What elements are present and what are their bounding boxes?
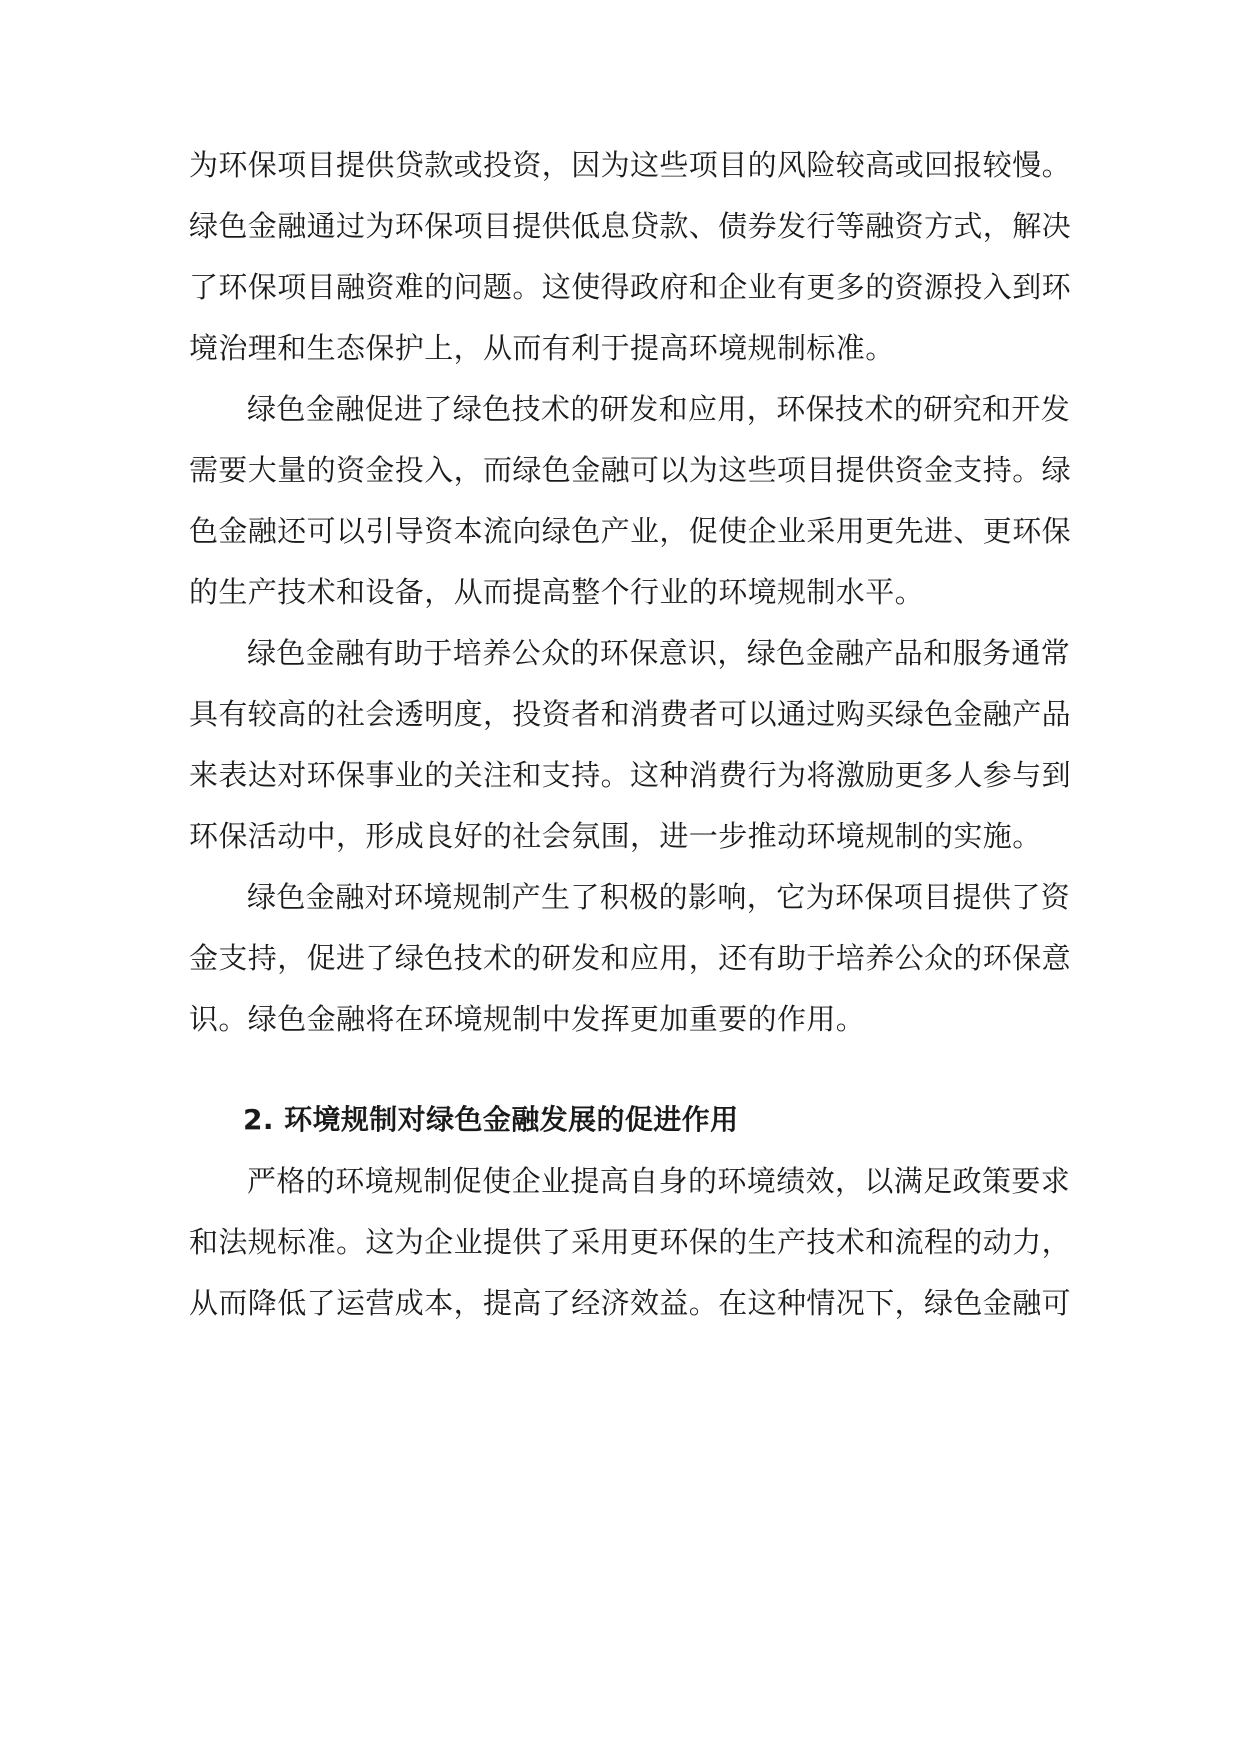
text-line: 的生产技术和设备，从而提高整个行业的环境规制水平。: [189, 575, 925, 609]
section-heading: 2. 环境规制对绿色金融发展的促进作用: [243, 1103, 739, 1136]
text-line: 从而降低了运营成本，提高了经济效益。在这种情况下，绿色金融可: [189, 1286, 1072, 1320]
paragraph-start: 严格的环境规制促使企业提高自身的环境绩效，以满足政策要求: [247, 1164, 1071, 1198]
body-text: [189, 147, 1072, 1346]
text-line: 环保活动中，形成良好的社会氛围，进一步推动环境规制的实施。: [189, 819, 1042, 853]
text-line: 和法规标准。这为企业提供了采用更环保的生产技术和流程的动力，: [189, 1225, 1072, 1259]
text-line: 色金融还可以引导资本流向绿色产业，促使企业采用更先进、更环保: [189, 514, 1072, 548]
text-line: 了环保项目融资难的问题。这使得政府和企业有更多的资源投入到环: [189, 270, 1072, 304]
text-line: 具有较高的社会透明度，投资者和消费者可以通过购买绿色金融产品: [189, 697, 1072, 731]
text-line: 境治理和生态保护上，从而有利于提高环境规制标准。: [189, 331, 895, 365]
text-line: 绿色金融通过为环保项目提供低息贷款、债券发行等融资方式，解决: [189, 209, 1072, 243]
paragraph-start: 绿色金融促进了绿色技术的研发和应用，环保技术的研究和开发: [247, 392, 1071, 426]
section-spacer: [189, 1062, 1059, 1102]
text-line: 需要大量的资金投入，而绿色金融可以为这些项目提供资金支持。绿: [189, 453, 1072, 487]
text-line: 来表达对环保事业的关注和支持。这种消费行为将激励更多人参与到: [189, 758, 1072, 792]
paragraph-start: 绿色金融有助于培养公众的环保意识，绿色金融产品和服务通常: [247, 636, 1071, 670]
paragraph-start: 绿色金融对环境规制产生了积极的影响，它为环保项目提供了资: [247, 880, 1071, 914]
text-line: 为环保项目提供贷款或投资，因为这些项目的风险较高或回报较慢。: [189, 148, 1072, 182]
text-line: 识。绿色金融将在环境规制中发挥更加重要的作用。: [189, 1002, 866, 1036]
text-line: 金支持，促进了绿色技术的研发和应用，还有助于培养公众的环保意: [189, 941, 1072, 975]
